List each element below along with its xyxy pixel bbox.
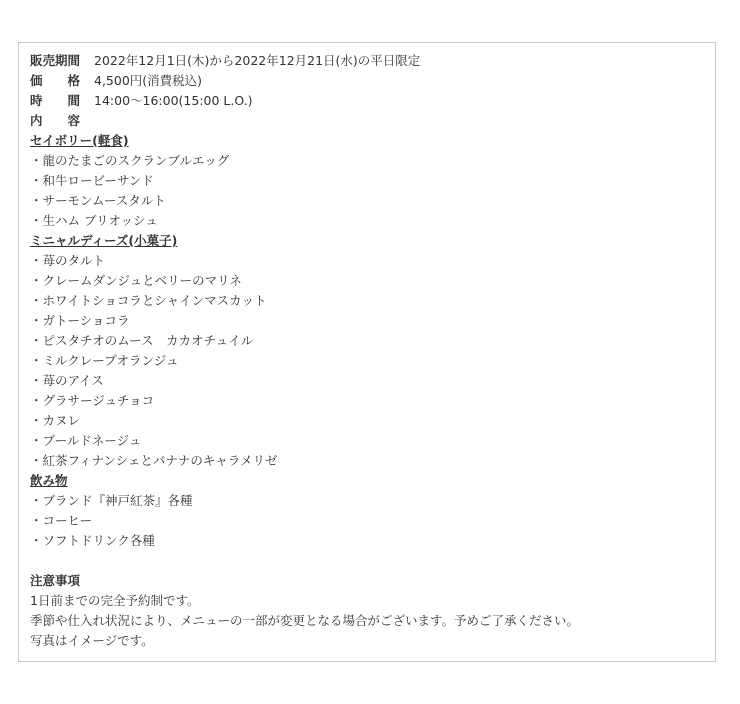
info-value: 2022年12月1日(木)から2022年12月21日(水)の平日限定 bbox=[94, 53, 421, 68]
list-item: ・ミルクレープオランジュ bbox=[30, 353, 179, 368]
info-row-contents bbox=[30, 111, 705, 131]
section-heading-mignardises: ミニャルディーズ(小菓子) bbox=[30, 233, 178, 248]
list-item: ・ホワイトショコラとシャインマスカット bbox=[30, 293, 267, 308]
list-item: ・グラサージュチョコ bbox=[30, 393, 155, 408]
menu-info-box bbox=[18, 42, 716, 662]
list-item: ・ソフトドリンク各種 bbox=[30, 533, 155, 548]
list-item: ・苺のアイス bbox=[30, 373, 104, 388]
menu-info-content bbox=[30, 51, 705, 651]
notes-line: 写真はイメージです。 bbox=[30, 633, 154, 648]
info-label: 価 格 bbox=[30, 73, 81, 88]
info-label: 販売期間 bbox=[30, 53, 81, 68]
list-item: ・ブランド『神戸紅茶』各種 bbox=[30, 493, 193, 508]
list-item: ・カヌレ bbox=[30, 413, 81, 428]
list-item: ・コーヒー bbox=[30, 513, 93, 528]
info-row-time bbox=[30, 91, 705, 111]
list-item: ・和牛ロービーサンド bbox=[30, 173, 154, 188]
list-item: ・紅茶フィナンシェとバナナのキャラメリゼ bbox=[30, 453, 278, 468]
notes-line: 1日前までの完全予約制です。 bbox=[30, 593, 200, 608]
notes-heading: 注意事項 bbox=[30, 573, 81, 588]
info-value: 4,500円(消費税込) bbox=[94, 73, 203, 88]
section-heading-drinks: 飲み物 bbox=[30, 473, 68, 488]
list-item: ・ブールドネージュ bbox=[30, 433, 142, 448]
list-item: ・苺のタルト bbox=[30, 253, 106, 268]
list-item: ・龍のたまごのスクランブルエッグ bbox=[30, 153, 230, 168]
list-item: ・ピスタチオのムース カカオチュイル bbox=[30, 333, 254, 348]
info-row-price bbox=[30, 71, 705, 91]
spacer bbox=[30, 551, 705, 571]
list-item: ・クレームダンジュとベリーのマリネ bbox=[30, 273, 242, 288]
info-label: 時 間 bbox=[30, 93, 81, 108]
info-label: 内 容 bbox=[30, 113, 81, 128]
list-item: ・生ハム ブリオッシュ bbox=[30, 213, 158, 228]
notes-line: 季節や仕入れ状況により、メニューの一部が変更となる場合がございます。予めご了承ください。 bbox=[30, 613, 580, 628]
info-row-sales-period bbox=[30, 51, 705, 71]
info-value: 14:00〜16:00(15:00 L.O.) bbox=[94, 93, 253, 108]
list-item: ・ガトーショコラ bbox=[30, 313, 130, 328]
section-heading-savory: セイボリー(軽食) bbox=[30, 133, 129, 148]
list-item: ・サーモンムースタルト bbox=[30, 193, 166, 208]
